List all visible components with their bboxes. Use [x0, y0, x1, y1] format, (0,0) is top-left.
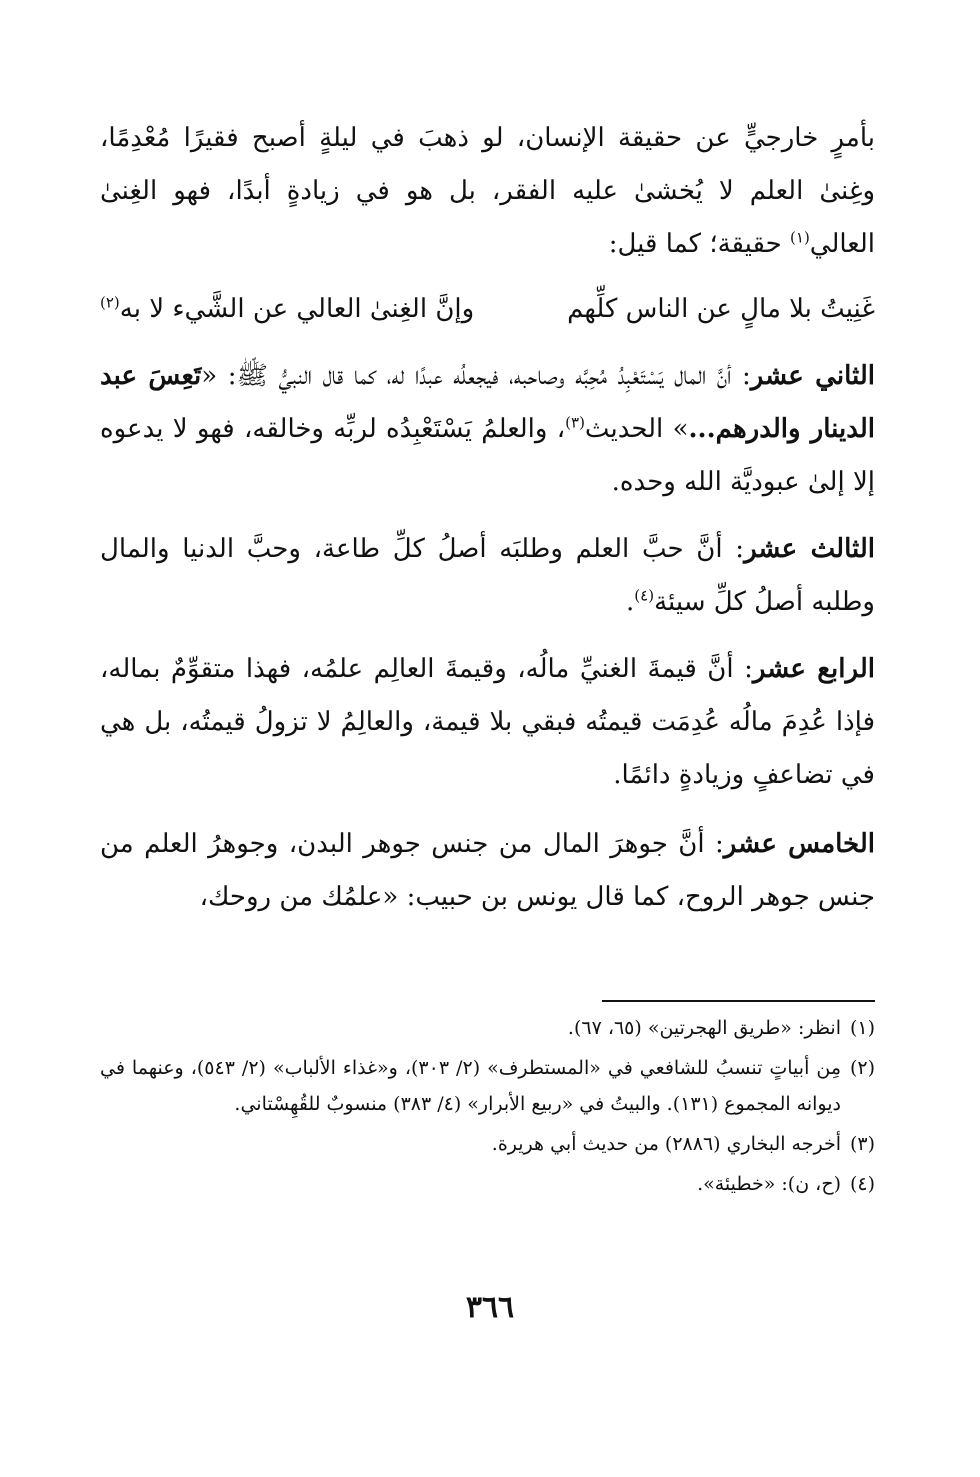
poem-first-hemistich: غَنِيتُ بلا مالٍ عن الناس كلِّهم — [567, 294, 875, 324]
twelfth-text-b: » الحديث — [584, 414, 689, 444]
footnote-item — [100, 1050, 875, 1122]
footnote-number: (١) — [849, 1017, 875, 1039]
footnote-text: انظر: «طريق الهجرتين» (٦٥، ٦٧). — [567, 1017, 841, 1039]
footnote-number: (٢) — [849, 1057, 875, 1079]
footnote-ref-4[interactable]: (٤) — [634, 586, 655, 605]
twelfth-text-a: : أنَّ المال يَسْتَعْبِدُ مُحِبَّه وصاحبه، فيجعلُه عبدًا له، كما قال النبيُّ ﷺ: « — [201, 361, 751, 391]
thirteenth-text-a: : أنَّ حبَّ العلم وطلبَه أصلُ كلِّ طاعة، وحبَّ الدنيا والمال وطلبه أصلُ كلِّ سيئة — [100, 534, 875, 617]
intro-paragraph — [100, 112, 875, 271]
footnote-ref-3[interactable]: (٣) — [565, 413, 585, 432]
poem-second-hemistich-text: وإنَّ الغِنىٰ العالي عن الشَّيء لا به — [119, 294, 475, 324]
paragraph-fifteenth — [100, 818, 875, 924]
intro-tail: حقيقة؛ كما قيل: — [608, 229, 791, 259]
heading-twelfth: الثاني عشر — [750, 361, 875, 391]
footnote-text: مِن أبياتٍ تنسبُ للشافعي في «المستطرف» (٢/ ٣٠٣)، و«غذاء الألباب» (٢/ ٥٤٣)، وعنهما في ديوانه المجموع (١٣١). والبيتُ في «ربيع الأبرار» (٤/ ٣٨٣) منسوبٌ للقُهِسْتاني. — [100, 1057, 842, 1115]
footnote-divider — [602, 1000, 875, 1002]
heading-fifteenth: الخامس عشر — [723, 829, 875, 859]
intro-text: بأمرٍ خارجيٍّ عن حقيقة الإنسان، لو ذهبَ في ليلةٍ أصبح فقيرًا مُعْدِمًا، وغِنىٰ العلم لا يُخشىٰ عليه الفقر، بل هو في زيادةٍ أبدًا، فهو الغِنىٰ العالي — [100, 123, 875, 259]
poem-second-hemistich — [100, 283, 474, 336]
footnote-text: أخرجه البخاري (٢٨٨٦) من حديث أبي هريرة. — [491, 1133, 841, 1155]
footnote-ref-2[interactable]: (٢) — [100, 293, 120, 312]
footnote-item — [100, 1126, 875, 1162]
poem-verse — [100, 283, 875, 336]
thirteenth-text-b: . — [626, 587, 635, 617]
footnote-item — [100, 1166, 875, 1202]
main-text — [100, 112, 875, 924]
footnote-item — [100, 1010, 875, 1046]
heading-thirteenth: الثالث عشر — [744, 534, 875, 564]
footnote-ref-1[interactable]: (١) — [790, 228, 810, 247]
footnote-number: (٣) — [849, 1133, 875, 1155]
paragraph-twelfth — [100, 350, 875, 509]
footnotes — [100, 1010, 875, 1206]
fourteenth-text: : أنَّ قيمةَ الغنيِّ مالُه، وقيمةَ العالِم علمُه، فهذا متقوِّمٌ بماله، فإذا عُدِمَ مالُه عُدِمَت قيمتُه فبقي بلا قيمة، والعالِمُ لا تزولُ قيمتُه، بل هي في تضاعفٍ وزيادةٍ دائمًا. — [100, 654, 875, 790]
heading-fourteenth: الرابع عشر — [752, 654, 875, 684]
paragraph-fourteenth — [100, 643, 875, 802]
footnote-number: (٤) — [849, 1173, 875, 1195]
footnote-text: (ح، ن): «خطيئة». — [697, 1173, 841, 1195]
hadith-quote: تَعِسَ عبد الدينار والدرهم... — [100, 361, 876, 444]
twelfth-text-c: ، والعلمُ يَسْتَعْبِدُه لربِّه وخالقه، فهو لا يدعوه إلا إلىٰ عبوديَّة الله وحده. — [100, 414, 875, 497]
fifteenth-text: : أنَّ جوهرَ المال من جنس جوهر البدن، وجوهرُ العلم من جنس جوهر الروح، كما قال يونس بن حبيب: «علمُك من روحك، — [100, 829, 875, 912]
paragraph-thirteenth — [100, 523, 875, 629]
page-number: ٣٦٦ — [465, 1290, 515, 1325]
